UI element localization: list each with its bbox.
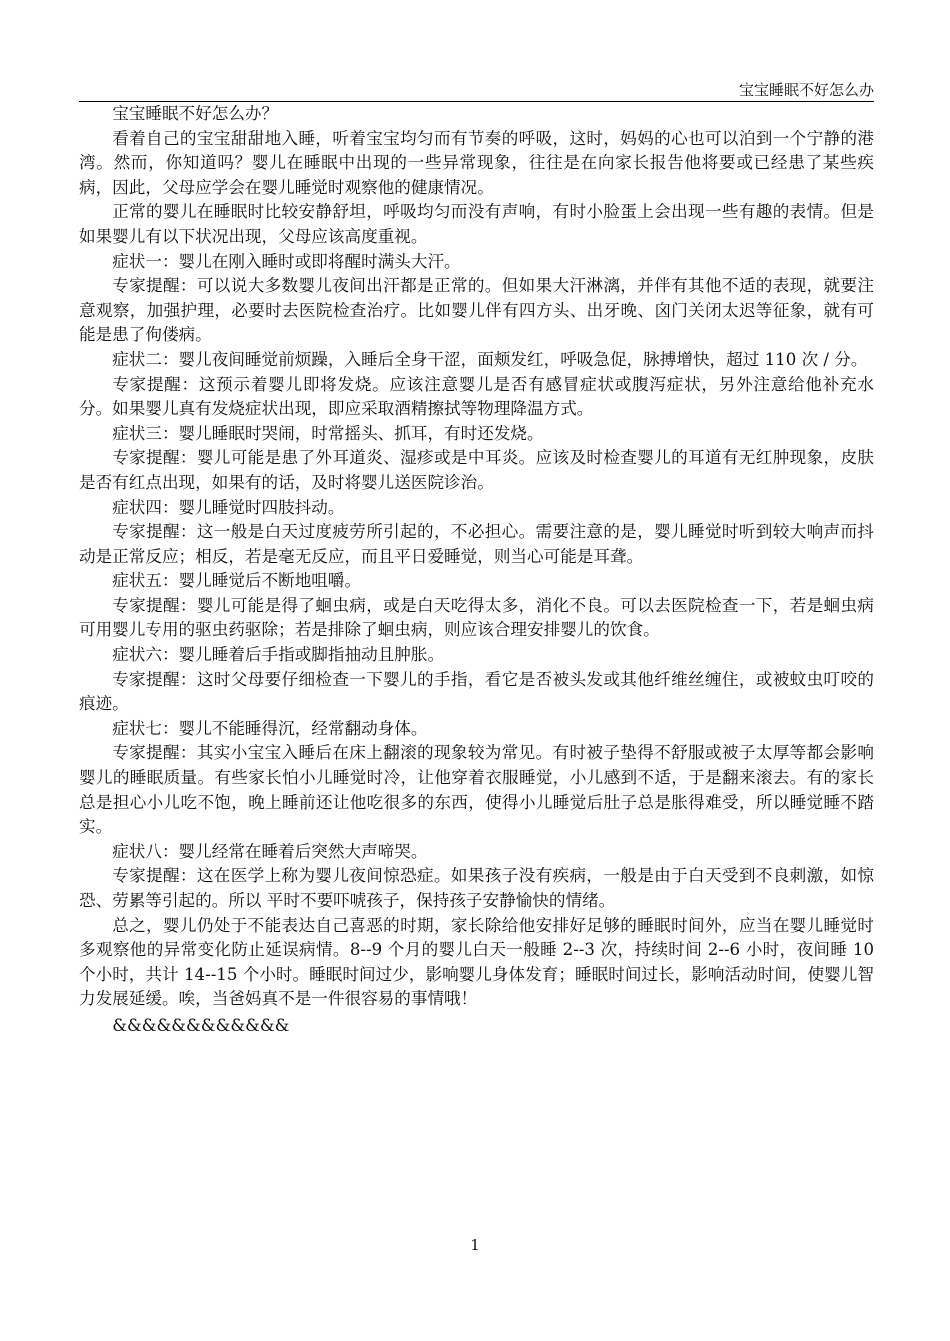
header-title: 宝宝睡眠不好怎么办 [738,81,874,99]
symptom-paragraph: 症状六：婴儿睡着后手指或脚指抽动且肿胀。 [112,645,445,665]
intro-paragraph: 看着自己的宝宝甜甜地入睡，听着宝宝均匀而有节奏的呼吸，这时，妈妈的心也可以泊到一个宁静的港湾。然而，你知道吗？婴儿在睡眠中出现的一些异常现象，往往是在向家长报告他将要或已经患了某些疾病，因此，父母应学会在婴儿睡觉时观察他的健康情况。 [79,128,874,197]
page-number: 1 [470,1236,480,1254]
expert-tip-paragraph: 专家提醒：这预示着婴儿即将发烧。应该注意婴儿是否有感冒症状或腹泻症状，另外注意给他补充水分。如果婴儿真有发烧症状出现，即应采取酒精擦拭等物理降温方式。 [79,374,874,419]
page-header [79,80,874,102]
document-title: 宝宝睡眠不好怎么办？ [112,104,279,123]
symptom-paragraph: 症状一：婴儿在刚入睡时或即将醒时满头大汗。 [112,251,461,271]
intro-paragraph: 正常的婴儿在睡眠时比较安静舒坦，呼吸均匀而没有声响，有时小脸蛋上会出现一些有趣的表情。但是如果婴儿有以下状况出现，父母应该高度重视。 [79,202,874,246]
expert-tip-paragraph: 专家提醒：这在医学上称为婴儿夜间惊恐症。如果孩子没有疾病，一般是由于白天受到不良刺激，如惊恐、劳累等引起的。所以 平时不要吓唬孩子，保持孩子安静愉快的情绪。 [79,866,874,910]
document-body [79,102,874,1039]
symptom-paragraph: 症状七：婴儿不能睡得沉，经常翻动身体。 [112,718,428,738]
symptom-paragraph: 症状二：婴儿夜间睡觉前烦躁，入睡后全身干涩，面颊发红，呼吸急促，脉搏增快，超过 110 次 / 分。 [112,349,868,369]
expert-tip-paragraph: 专家提醒：这时父母要仔细检查一下婴儿的手指，看它是否被头发或其他纤维丝缠住，或被蚊虫叮咬的痕迹。 [79,669,874,714]
symptom-paragraph: 症状三：婴儿睡眠时哭闹，时常摇头、抓耳，有时还发烧。 [112,423,544,443]
expert-tip-paragraph: 专家提醒：可以说大多数婴儿夜间出汗都是正常的。但如果大汗淋漓，并伴有其他不适的表现，就要注意观察，加强护理，必要时去医院检查治疗。比如婴儿伴有四方头、出牙晚、囟门关闭太迟等征象，就有可能是患了佝偻病。 [79,276,874,345]
expert-tip-paragraph: 专家提醒：这一般是白天过度疲劳所引起的，不必担心。需要注意的是，婴儿睡觉时听到较大响声而抖动是正常反应；相反，若是毫无反应，而且平日爱睡觉，则当心可能是耳聋。 [79,522,874,566]
symptom-paragraph: 症状八：婴儿经常在睡着后突然大声啼哭。 [112,841,428,861]
summary-paragraph: 总之，婴儿仍处于不能表达自己喜恶的时期，家长除给他安排好足够的睡眠时间外，应当在婴儿睡觉时多观察他的异常变化防止延误病情。8--9 个月的婴儿白天一般睡 2--3 次，持续时间 2--6 小时，夜间睡 10 个小时，共计 14--15 个小时。睡眠时间过少，影响婴儿身体发育；睡眠时间过长，影响活动时间，使婴儿智力发展延缓。唉，当爸妈真不是一件很容易的事情哦！ [79,915,874,1009]
expert-tip-paragraph: 专家提醒：婴儿可能是得了蛔虫病，或是白天吃得太多，消化不良。可以去医院检查一下，若是蛔虫病可用婴儿专用的驱虫药驱除；若是排除了蛔虫病，则应该合理安排婴儿的饮食。 [79,595,874,640]
expert-tip-paragraph: 专家提醒：婴儿可能是患了外耳道炎、湿疹或是中耳炎。应该及时检查婴儿的耳道有无红肿现象，皮肤是否有红点出现，如果有的话，及时将婴儿送医院诊治。 [79,448,874,492]
symptom-paragraph: 症状五：婴儿睡觉后不断地咀嚼。 [112,571,362,591]
symptom-paragraph: 症状四：婴儿睡觉时四肢抖动。 [112,497,345,517]
expert-tip-paragraph: 专家提醒：其实小宝宝入睡后在床上翻滚的现象较为常见。有时被子垫得不舒服或被子太厚等都会影响婴儿的睡眠质量。有些家长怕小儿睡觉时冷，让他穿着衣服睡觉，小儿感到不适，于是翻来滚去。有的家长总是担心小儿吃不饱，晚上睡前还让他吃很多的东西，使得小儿睡觉后肚子总是胀得难受，所以睡觉睡不踏实。 [79,743,874,837]
end-marker: &&&&&&&&&&&& [112,1015,290,1035]
